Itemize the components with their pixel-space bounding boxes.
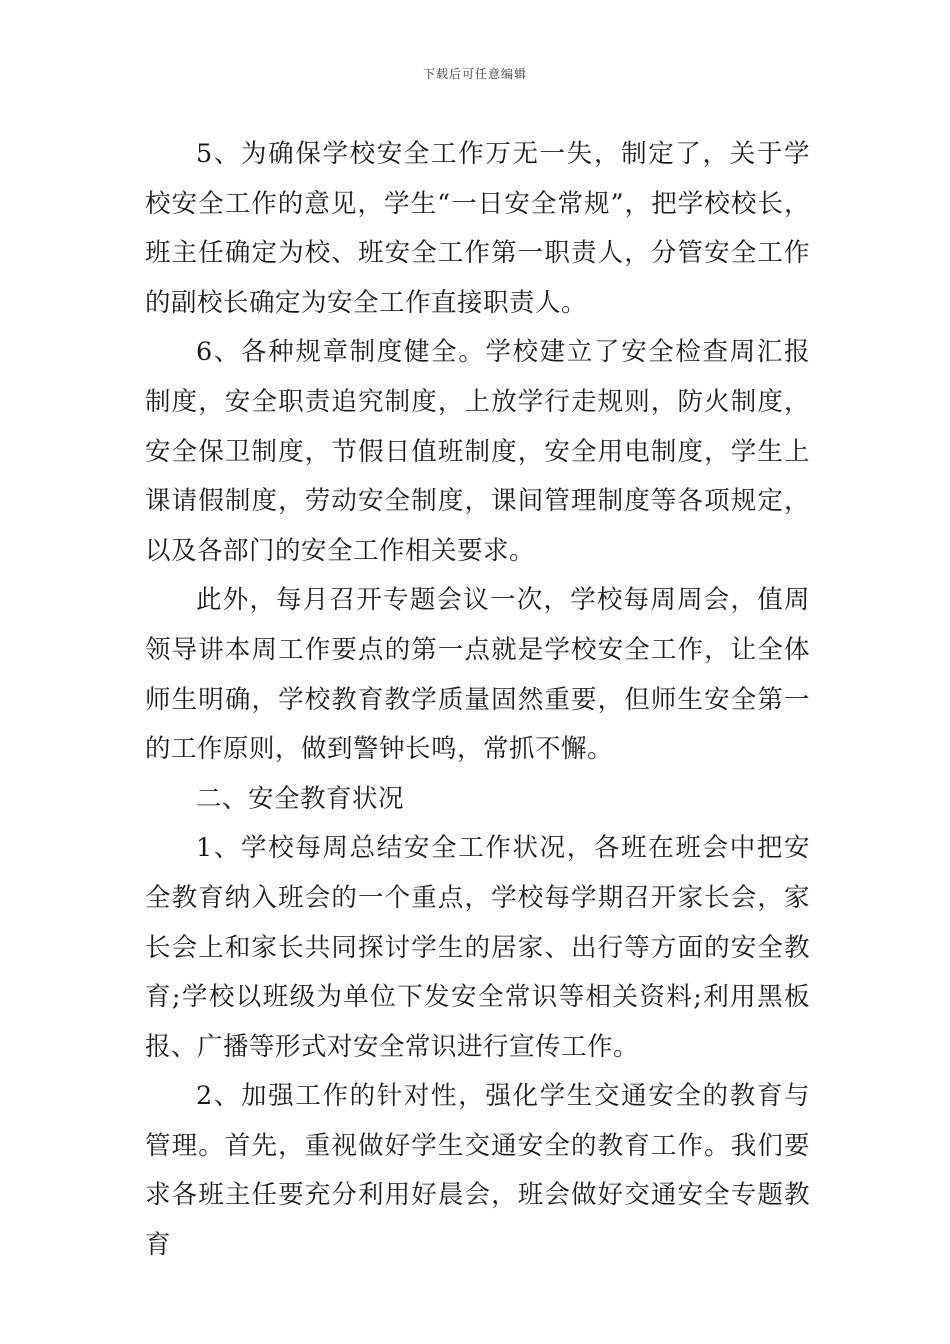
section-heading-safety-education: 二、安全教育状况: [196, 783, 405, 814]
paragraph-meetings: 此外，每月召开专题会议一次，学校每周周会，值周领导讲本周工作要点的第一点就是学校安全工作，让全体师生明确，学校教育教学质量固然重要，但师生安全第一的工作原则，做到警钟长鸣，常抓不懈。: [145, 585, 810, 765]
paragraph-safety-responsibility: 5、为确保学校安全工作万无一失，制定了，关于学校安全工作的意见，学生“一日安全常规”，把学校校长，班主任确定为校、班安全工作第一职责人，分管安全工作的副校长确定为安全工作直接职责人。: [145, 139, 810, 318]
page-header: 下载后可任意编辑: [422, 67, 527, 81]
document-body: [145, 130, 810, 1271]
paragraph-weekly-summary: 1、学校每周总结安全工作状况，各班在班会中把安全教育纳入班会的一个重点，学校每学期召开家长会，家长会上和家长共同探讨学生的居家、出行等方面的安全教育;学校以班级为单位下发安全常识等相关资料;利用黑板报、广播等形式对安全常识进行宣传工作。: [145, 833, 810, 1062]
paragraph-rules-system: 6、各种规章制度健全。学校建立了安全检查周汇报制度，安全职责追究制度，上放学行走规则，防火制度，安全保卫制度，节假日值班制度，安全用电制度，学生上课请假制度，劳动安全制度，课间管理制度等各项规定，以及各部门的安全工作相关要求。: [145, 337, 810, 566]
paragraph-traffic-safety: 2、加强工作的针对性，强化学生交通安全的教育与管理。首先，重视做好学生交通安全的教育工作。我们要求各班主任要充分利用好晨会，班会做好交通安全专题教育: [145, 1081, 810, 1261]
